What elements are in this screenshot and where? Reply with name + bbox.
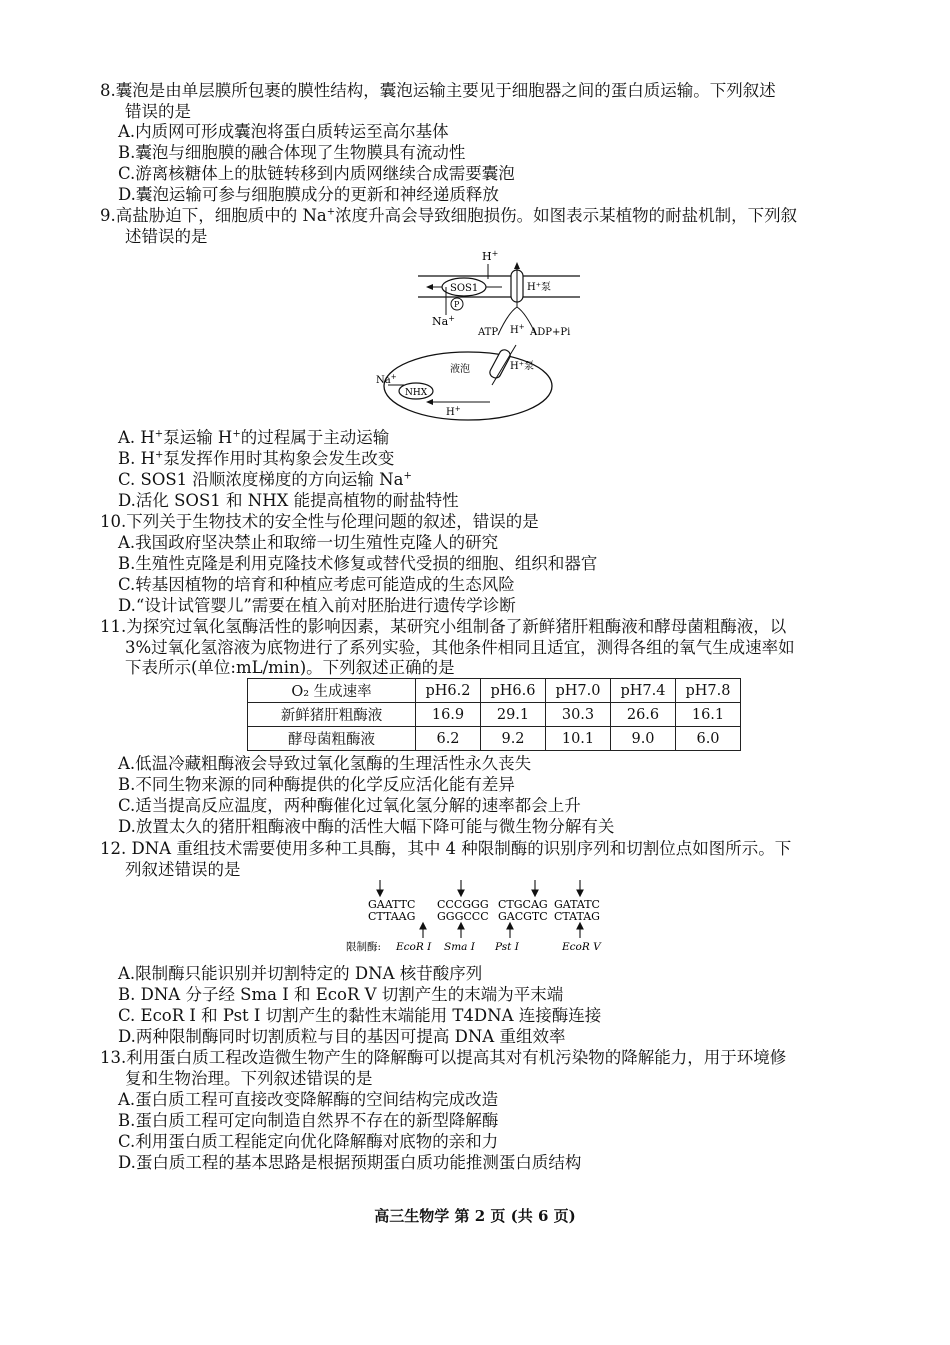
seq-top-ecorv: GATATC: [554, 898, 600, 911]
plus-superscript: +: [232, 428, 241, 440]
q13-option-d: D.蛋白质工程的基本思路是根据预期蛋白质功能推测蛋白质结构: [118, 1153, 582, 1172]
q10-option-c: C.转基因植物的培育和种植应考虑可能造成的生态风险: [118, 575, 515, 594]
diagram-na-vacuole: Na+: [376, 373, 397, 386]
diagram-na-left: Na+: [432, 314, 455, 328]
diagram-h-top: H+: [482, 249, 499, 263]
enzyme-smai: Sma I: [444, 941, 475, 953]
q8-stem-line2: 错误的是: [125, 102, 191, 121]
diagram-h-mid: H+: [510, 323, 525, 336]
vacuole-label: 液泡: [450, 364, 470, 375]
plus-superscript: +: [326, 206, 336, 218]
restriction-enzyme-diagram: [340, 878, 620, 958]
q10-option-b: B.生殖性克隆是利用克隆技术修复或替代受损的细胞、组织和器官: [118, 554, 598, 573]
plus-superscript: +: [154, 428, 164, 440]
table-header-cell: pH7.4: [611, 679, 676, 703]
table-cell: 9.2: [481, 727, 546, 751]
table-row: [248, 703, 741, 727]
seq-top-ecori: GAATTC: [368, 898, 416, 911]
q11-option-a: A.低温冷藏粗酶液会导致过氧化氢酶的生理活性永久丧失: [118, 754, 532, 773]
q13-option-b: B.蛋白质工程可定向制造自然界不存在的新型降解酶: [118, 1111, 499, 1130]
seq-bot-psti: GACGTC: [498, 910, 548, 923]
q11-stem-line2: 3%过氧化氢溶液为底物进行了系列实验，其他条件相同且适宜，测得各组的氧气生成速率如: [125, 638, 795, 657]
nhx-label: NHX: [405, 388, 428, 398]
q8-option-c: C.游离核糖体上的肽链转移到内质网继续合成需要囊泡: [118, 164, 515, 183]
enzyme-psti: Pst I: [495, 941, 519, 953]
seq-bot-ecori: CTTAAG: [368, 910, 416, 923]
q9-option-b: [118, 448, 394, 469]
q9-stem-part1: 9.高盐胁迫下，细胞质中的 Na: [100, 206, 327, 225]
table-header-row: [248, 679, 741, 703]
plus-superscript: +: [155, 449, 164, 461]
diagram-h-vacuole: H+: [446, 405, 461, 418]
plus-superscript: +: [403, 470, 412, 482]
table-cell: 10.1: [546, 727, 611, 751]
enzyme-ecori: EcoR I: [396, 941, 432, 953]
atp-label: ATP: [478, 327, 499, 338]
q13-option-a: A.蛋白质工程可直接改变降解酶的空间结构完成改造: [118, 1090, 499, 1109]
q13-stem-line1: 13.利用蛋白质工程改造微生物产生的降解酶可以提高其对有机污染物的降解能力，用于环境修: [100, 1048, 787, 1067]
q8-option-b: B.囊泡与细胞膜的融合体现了生物膜具有流动性: [118, 143, 466, 162]
table-header-cell: pH7.0: [546, 679, 611, 703]
table-cell: 9.0: [611, 727, 676, 751]
q8-stem-line1: 8.囊泡是由单层膜所包裹的膜性结构，囊泡运输主要见于细胞器之间的蛋白质运输。下列叙述: [100, 81, 776, 100]
table-header-cell: O₂ 生成速率: [248, 679, 416, 703]
h-pump-top-label: H⁺泵: [527, 282, 551, 293]
table-cell: 新鲜猪肝粗酶液: [248, 703, 416, 727]
sos1-label: SOS1: [450, 283, 479, 294]
table-cell: 6.2: [416, 727, 481, 751]
q9-stem-part2: 浓度升高会导致细胞损伤。如图表示某植物的耐盐机制，下列叙: [335, 206, 798, 225]
q10-option-d: D.“设计试管婴儿”需要在植入前对胚胎进行遗传学诊断: [118, 596, 516, 615]
q11-option-c: C.适当提高反应温度，两种酶催化过氧化氢分解的速率都会上升: [118, 796, 581, 815]
q9-option-b-part2: 泵发挥作用时其构象会发生改变: [163, 449, 395, 468]
q13-stem-line2: 复和生物治理。下列叙述错误的是: [125, 1069, 373, 1088]
q11-option-d: D.放置太久的猪肝粗酶液中酶的活性大幅下降可能与微生物分解有关: [118, 817, 615, 836]
salt-tolerance-diagram: [370, 245, 600, 425]
q11-option-b: B.不同生物来源的同种酶提供的化学反应活化能有差异: [118, 775, 515, 794]
q9-option-c: [118, 469, 412, 490]
table-header-cell: pH6.6: [481, 679, 546, 703]
q10-stem: 10.下列关于生物技术的安全性与伦理问题的叙述，错误的是: [100, 512, 539, 531]
q11-stem-line3: 下表所示(单位:mL/min)。下列叙述正确的是: [125, 658, 455, 677]
q9-option-a: [118, 427, 389, 448]
page-footer: 高三生物学 第 2 页 (共 6 页): [374, 1207, 576, 1225]
table-cell: 30.3: [546, 703, 611, 727]
q9-option-d: D.活化 SOS1 和 NHX 能提高植物的耐盐特性: [118, 491, 459, 510]
q9-option-a-part2: 泵运输 H: [163, 428, 233, 447]
enzyme-label: 限制酶:: [346, 941, 382, 953]
q10-option-a: A.我国政府坚决禁止和取缔一切生殖性克隆人的研究: [118, 533, 499, 552]
seq-top-psti: CTGCAG: [498, 898, 548, 911]
table-cell: 16.9: [416, 703, 481, 727]
q13-option-c: C.利用蛋白质工程能定向优化降解酶对底物的亲和力: [118, 1132, 499, 1151]
p-label: P: [454, 300, 460, 309]
q9-option-c-part1: C. SOS1 沿顺浓度梯度的方向运输 Na: [118, 470, 404, 489]
seq-bot-ecorv: CTATAG: [554, 910, 600, 923]
table-cell: 6.0: [676, 727, 741, 751]
q12-stem-line1: 12. DNA 重组技术需要使用多种工具酶，其中 4 种限制酶的识别序列和切割位点如图所示。下: [100, 839, 792, 858]
q12-option-b: B. DNA 分子经 Sma I 和 EcoR V 切割产生的末端为平末端: [118, 985, 564, 1004]
h-pump-vacuole-label: H⁺泵: [510, 361, 534, 372]
q9-option-a-part3: 的过程属于主动运输: [240, 428, 390, 447]
q8-option-d: D.囊泡运输可参与细胞膜成分的更新和神经递质释放: [118, 185, 499, 204]
seq-top-smai: CCCGGG: [437, 898, 489, 911]
q12-option-a: A.限制酶只能识别并切割特定的 DNA 核苷酸序列: [118, 964, 483, 983]
q12-option-c: C. EcoR I 和 Pst I 切割产生的黏性末端能用 T4DNA 连接酶连接: [118, 1006, 602, 1025]
table-cell: 16.1: [676, 703, 741, 727]
q9-option-b-part1: B. H: [118, 449, 156, 468]
table-cell: 26.6: [611, 703, 676, 727]
seq-bot-smai: GGGCCC: [437, 910, 489, 923]
q11-stem-line1: 11.为探究过氧化氢酶活性的影响因素，某研究小组制备了新鲜猪肝粗酶液和酵母菌粗酶液，以: [100, 617, 787, 636]
q12-stem-line2: 列叙述错误的是: [125, 860, 241, 879]
enzyme-ecorv: EcoR V: [562, 941, 601, 953]
table-header-cell: pH7.8: [676, 679, 741, 703]
adp-label: ADP+Pi: [530, 327, 571, 338]
q9-option-a-part1: A. H: [118, 428, 155, 447]
table-header-cell: pH6.2: [416, 679, 481, 703]
q9-stem-line1: [100, 205, 797, 226]
q12-option-d: D.两种限制酶同时切割质粒与目的基因可提高 DNA 重组效率: [118, 1027, 566, 1046]
q8-option-a: A.内质网可形成囊泡将蛋白质转运至高尔基体: [118, 122, 449, 141]
table-cell: 29.1: [481, 703, 546, 727]
oxygen-rate-table: [247, 678, 741, 751]
table-cell: 酵母菌粗酶液: [248, 727, 416, 751]
table-row: [248, 727, 741, 751]
q9-stem-line2: 述错误的是: [125, 227, 208, 246]
